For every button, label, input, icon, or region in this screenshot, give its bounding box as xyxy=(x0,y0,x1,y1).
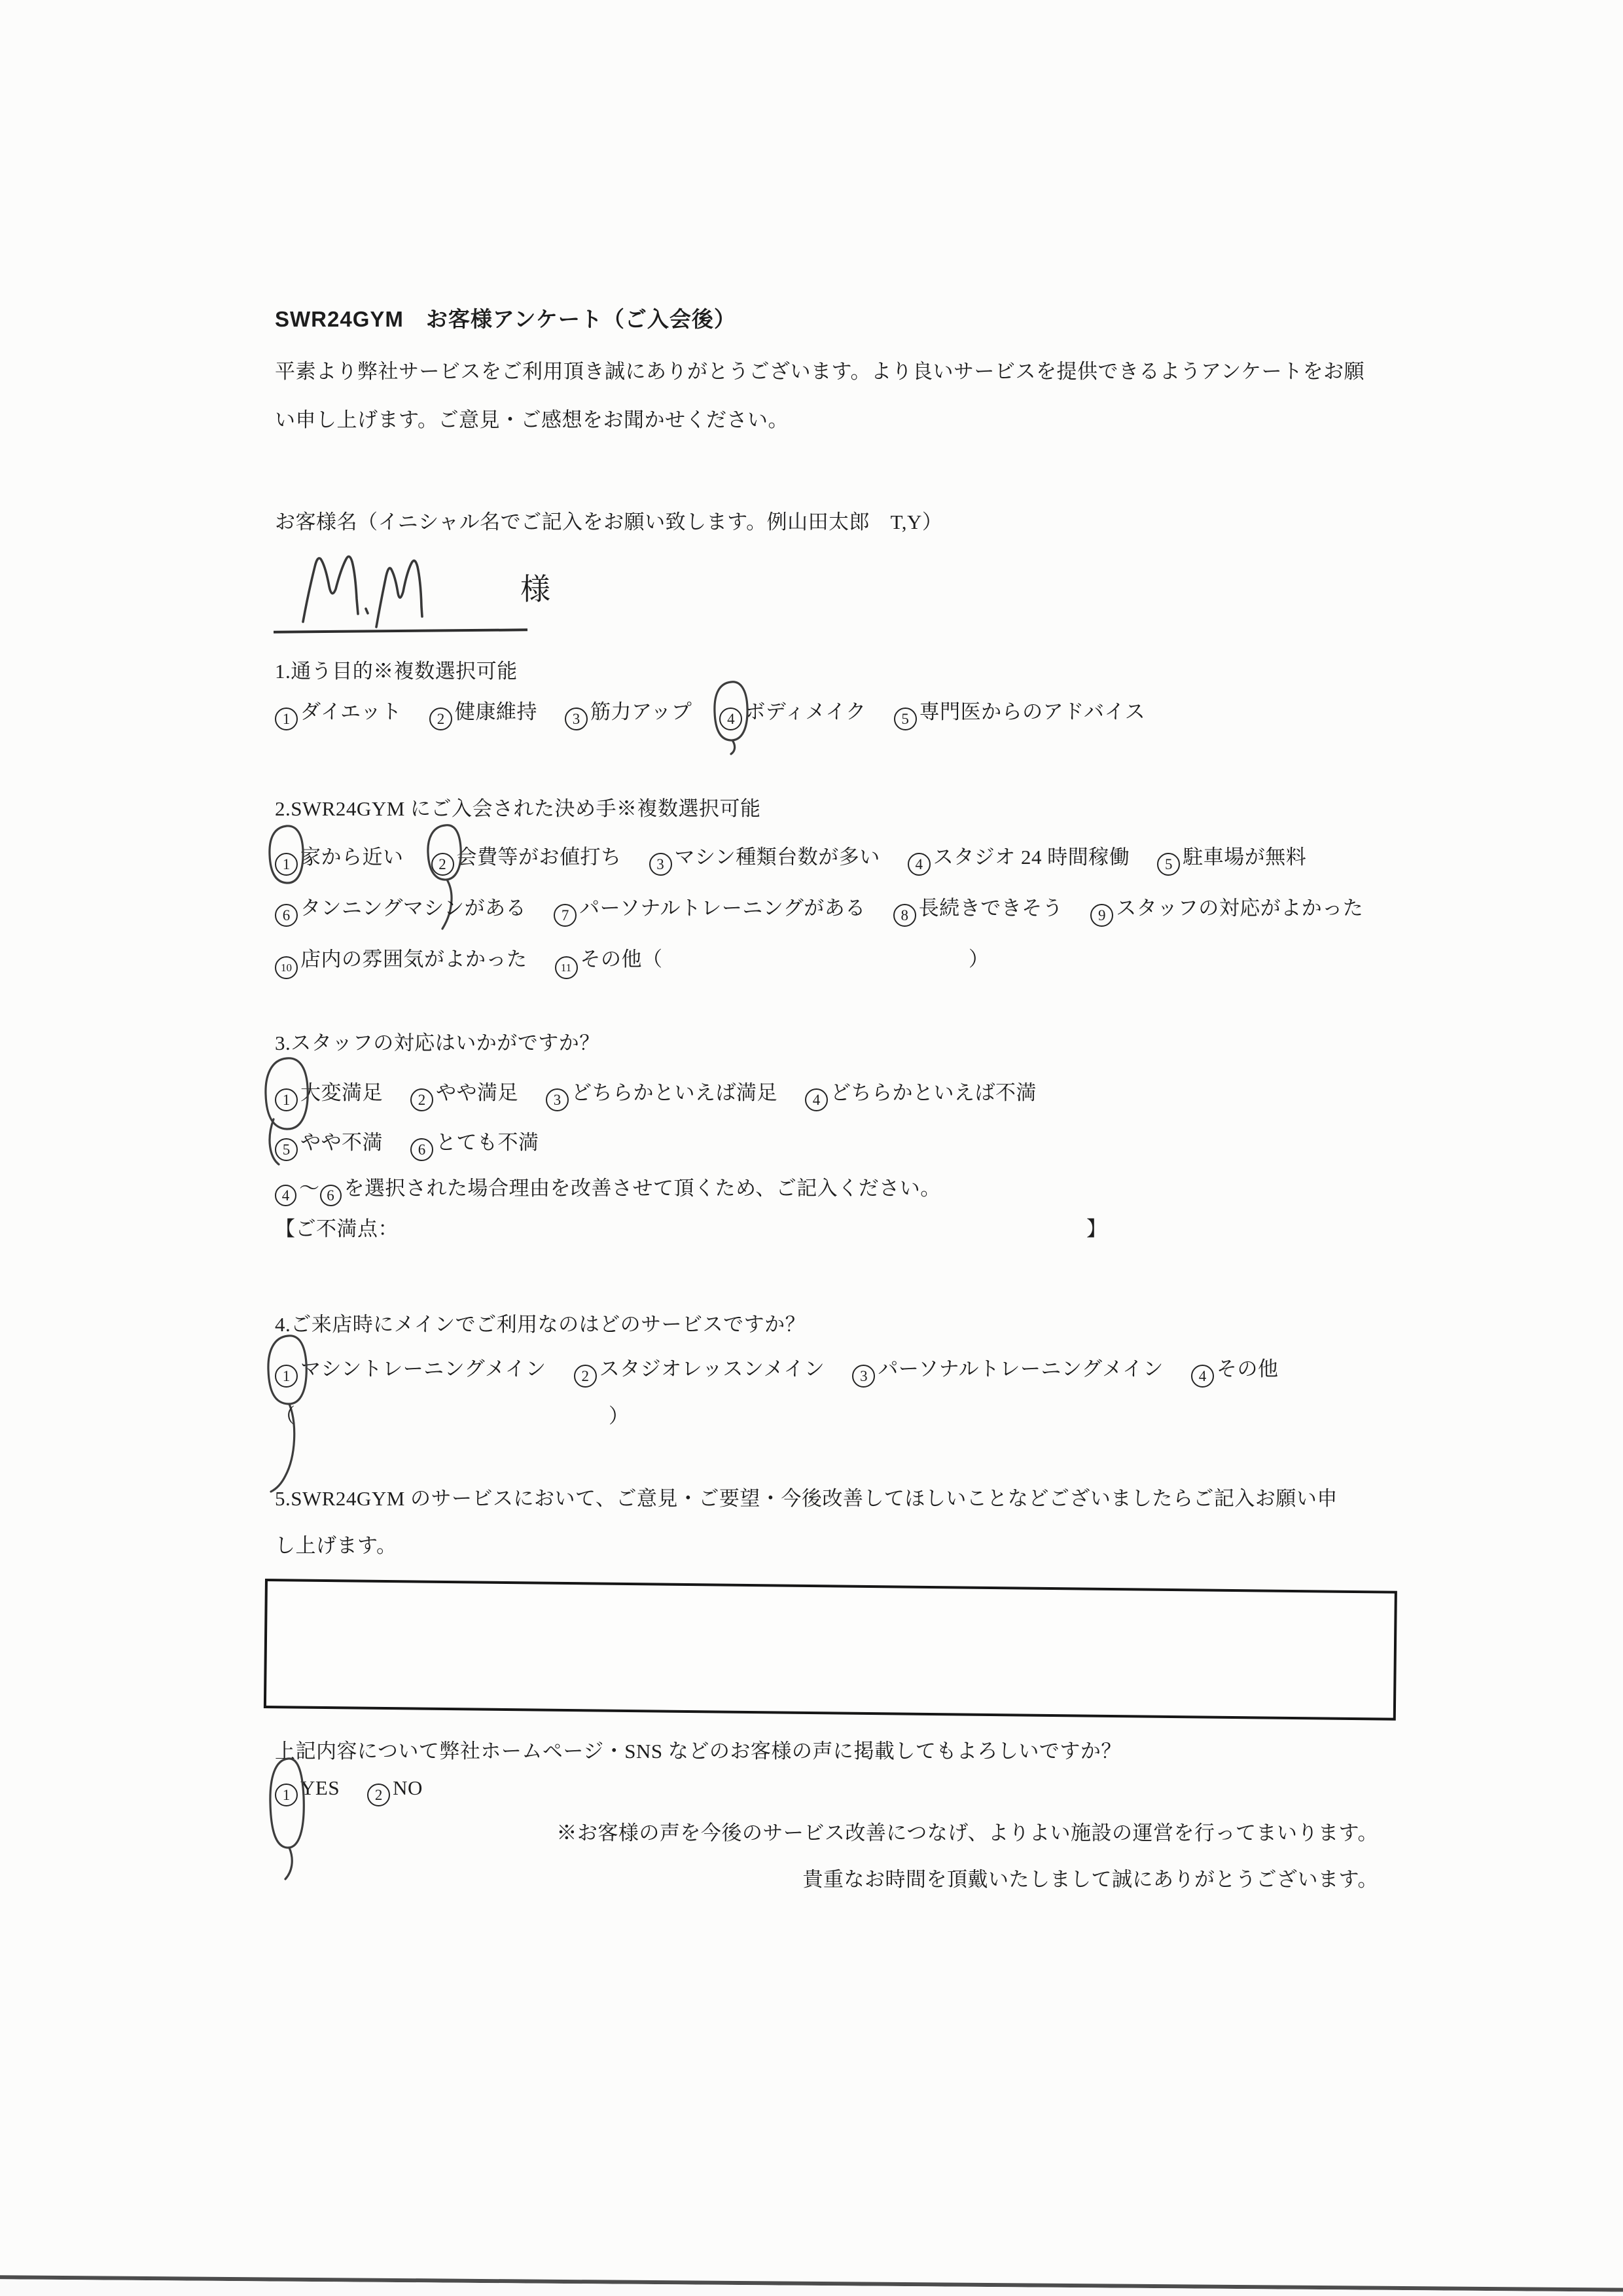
q3-heading: 3.スタッフの対応はいかがですか？ xyxy=(275,1031,600,1054)
option-number: 1 xyxy=(275,853,298,876)
option-number: 4 xyxy=(1191,1365,1214,1388)
option-number: 4 xyxy=(719,708,742,730)
q2-option-8 xyxy=(893,891,1063,927)
q3-option-3 xyxy=(546,1076,777,1111)
q2-option-7 xyxy=(554,891,866,927)
option-label: 会費等がお値打ち xyxy=(456,846,622,869)
note-tilde: ～ xyxy=(299,1177,320,1200)
option-label: やや不満 xyxy=(300,1131,383,1154)
page-title: SWR24GYM お客様アンケート（ご入会後） xyxy=(275,307,736,331)
q2-option-11 xyxy=(555,942,663,979)
option-label: マシントレーニングメイン xyxy=(300,1357,546,1380)
q2-option-5 xyxy=(1157,840,1306,876)
option-number: 6 xyxy=(410,1138,433,1161)
q1-option-5 xyxy=(894,695,1146,730)
option-number: 1 xyxy=(275,1365,298,1388)
q1-option-4 xyxy=(719,695,866,730)
option-label: ダイエット xyxy=(300,700,402,723)
option-number: 9 xyxy=(1090,904,1113,927)
q2-option-9 xyxy=(1090,891,1363,927)
q2-option-6 xyxy=(275,891,526,927)
option-number: 3 xyxy=(649,853,672,876)
option-number: 6 xyxy=(275,904,298,927)
q2-option-4 xyxy=(908,840,1130,876)
option-label: スタッフの対応がよかった xyxy=(1116,897,1364,920)
q2-option-2 xyxy=(431,840,622,876)
option-label: YES xyxy=(300,1776,340,1799)
customer-name-label: お客様名（イニシャル名でご記入をお願い致します。例山田太郎 T,Y） xyxy=(275,511,943,533)
q4-other-close-paren: ） xyxy=(609,1405,630,1427)
q3-option-6 xyxy=(410,1126,539,1161)
note-number-4: 4 xyxy=(275,1185,296,1206)
option-label: 長続きできそう xyxy=(918,897,1063,920)
q4-options xyxy=(275,1352,1279,1388)
option-number: 3 xyxy=(565,708,588,730)
q5-heading-line2: し上げます。 xyxy=(275,1534,397,1557)
q1-option-1 xyxy=(275,695,402,730)
q4-heading: 4.ご来店時にメインでご利用なのはどのサービスですか？ xyxy=(275,1313,806,1336)
q4-option-1 xyxy=(275,1352,546,1388)
option-label: 筋力アップ xyxy=(590,700,692,723)
q3-options-row1 xyxy=(275,1076,1037,1111)
option-number: 2 xyxy=(431,853,454,876)
q4-option-3 xyxy=(852,1352,1164,1388)
option-label: ボディメイク xyxy=(745,700,866,723)
option-label: スタジオレッスンメイン xyxy=(599,1357,825,1380)
complaint-field-close: 】 xyxy=(1086,1217,1107,1240)
q4-option-4 xyxy=(1191,1352,1279,1388)
option-label: 専門医からのアドバイス xyxy=(919,700,1146,723)
option-number: 1 xyxy=(275,708,298,730)
option-label: マシン種類台数が多い xyxy=(674,846,880,869)
option-number: 10 xyxy=(275,956,298,979)
q2-other-close-paren: ） xyxy=(969,948,990,971)
option-label: 店内の雰囲気がよかった xyxy=(300,948,527,971)
option-number: 1 xyxy=(275,1088,298,1111)
footer-note-1: ※お客様の声を今後のサービス改善につなげ、よりよい施設の運営を行ってまいります。 xyxy=(556,1821,1378,1844)
option-number: 11 xyxy=(555,956,578,979)
q2-option-1 xyxy=(275,840,404,876)
option-number: 7 xyxy=(554,904,577,927)
handwritten-name-signature xyxy=(298,535,461,634)
q3-options-row2 xyxy=(275,1126,539,1161)
option-number: 4 xyxy=(908,853,931,876)
intro-line-1: 平素より弊社サービスをご利用頂き誠にありがとうございます。より良いサービスを提供できるようアンケートをお願 xyxy=(275,360,1365,383)
q1-option-2 xyxy=(429,695,537,730)
q1-option-3 xyxy=(565,695,692,730)
intro-line-2: い申し上げます。ご意見・ご感想をお聞かせください。 xyxy=(275,408,789,431)
option-label: NO xyxy=(393,1776,423,1799)
option-label: その他 xyxy=(1217,1357,1279,1380)
consent-option-no xyxy=(367,1776,423,1806)
option-label: パーソナルトレーニングメイン xyxy=(878,1357,1164,1380)
consent-options xyxy=(275,1776,423,1806)
q2-options-row1 xyxy=(275,840,1306,876)
option-label: パーソナルトレーニングがある xyxy=(579,897,866,920)
option-label: スタジオ 24 時間稼働 xyxy=(933,846,1130,869)
option-number: 2 xyxy=(367,1784,390,1806)
note-text: を選択された場合理由を改善させて頂くため、ご記入ください。 xyxy=(344,1177,941,1200)
option-number: 4 xyxy=(805,1088,828,1111)
q2-options-row3 xyxy=(275,942,663,979)
q2-heading: 2.SWR24GYM にご入会された決め手※複数選択可能 xyxy=(275,797,761,820)
consent-option-yes xyxy=(275,1776,340,1806)
q1-options xyxy=(275,695,1145,730)
q2-option-3 xyxy=(649,840,880,876)
option-label: 駐車場が無料 xyxy=(1183,846,1307,869)
option-number: 1 xyxy=(275,1784,298,1806)
q2-options-row2 xyxy=(275,891,1363,927)
q4-other-open-paren: （ xyxy=(275,1405,296,1427)
option-number: 2 xyxy=(429,708,452,730)
q3-option-1 xyxy=(275,1076,383,1111)
footer-note-2: 貴重なお時間を頂戴いたしまして誠にありがとうございます。 xyxy=(802,1868,1378,1891)
consent-question: 上記内容について弊社ホームページ・SNS などのお客様の声に掲載してもよろしいですか？ xyxy=(275,1740,1122,1763)
option-number: 2 xyxy=(574,1365,597,1388)
option-label: その他（ xyxy=(580,948,663,971)
note-number-6: 6 xyxy=(320,1185,342,1206)
option-number: 5 xyxy=(894,708,917,730)
option-number: 2 xyxy=(410,1088,433,1111)
q1-heading: 1.通う目的※複数選択可能 xyxy=(275,660,518,683)
q5-answer-box xyxy=(264,1579,1397,1721)
option-label: どちらかといえば満足 xyxy=(571,1081,777,1104)
q5-heading-line1: 5.SWR24GYM のサービスにおいて、ご意見・ご要望・今後改善してほしいことなどございましたらご記入お願い申 xyxy=(275,1487,1338,1510)
q4-option-2 xyxy=(574,1352,825,1388)
option-number: 3 xyxy=(852,1365,875,1388)
option-label: やや満足 xyxy=(436,1081,518,1104)
q3-option-5 xyxy=(275,1126,383,1161)
option-label: タンニングマシンがある xyxy=(300,897,527,920)
q3-option-4 xyxy=(805,1076,1037,1111)
option-label: とても不満 xyxy=(436,1131,539,1154)
option-number: 5 xyxy=(1157,853,1180,876)
q3-option-2 xyxy=(410,1076,518,1111)
option-number: 3 xyxy=(546,1088,569,1111)
option-label: 健康維持 xyxy=(455,700,538,723)
option-label: どちらかといえば不満 xyxy=(830,1081,1037,1104)
q3-note xyxy=(275,1172,941,1206)
q2-option-10 xyxy=(275,942,527,979)
option-number: 8 xyxy=(893,904,916,927)
option-label: 家から近い xyxy=(300,846,404,869)
option-label: 大変満足 xyxy=(300,1081,383,1104)
honorific-sama: 様 xyxy=(520,573,550,606)
complaint-field-open: 【ご不満点： xyxy=(275,1217,399,1240)
option-number: 5 xyxy=(275,1138,298,1161)
